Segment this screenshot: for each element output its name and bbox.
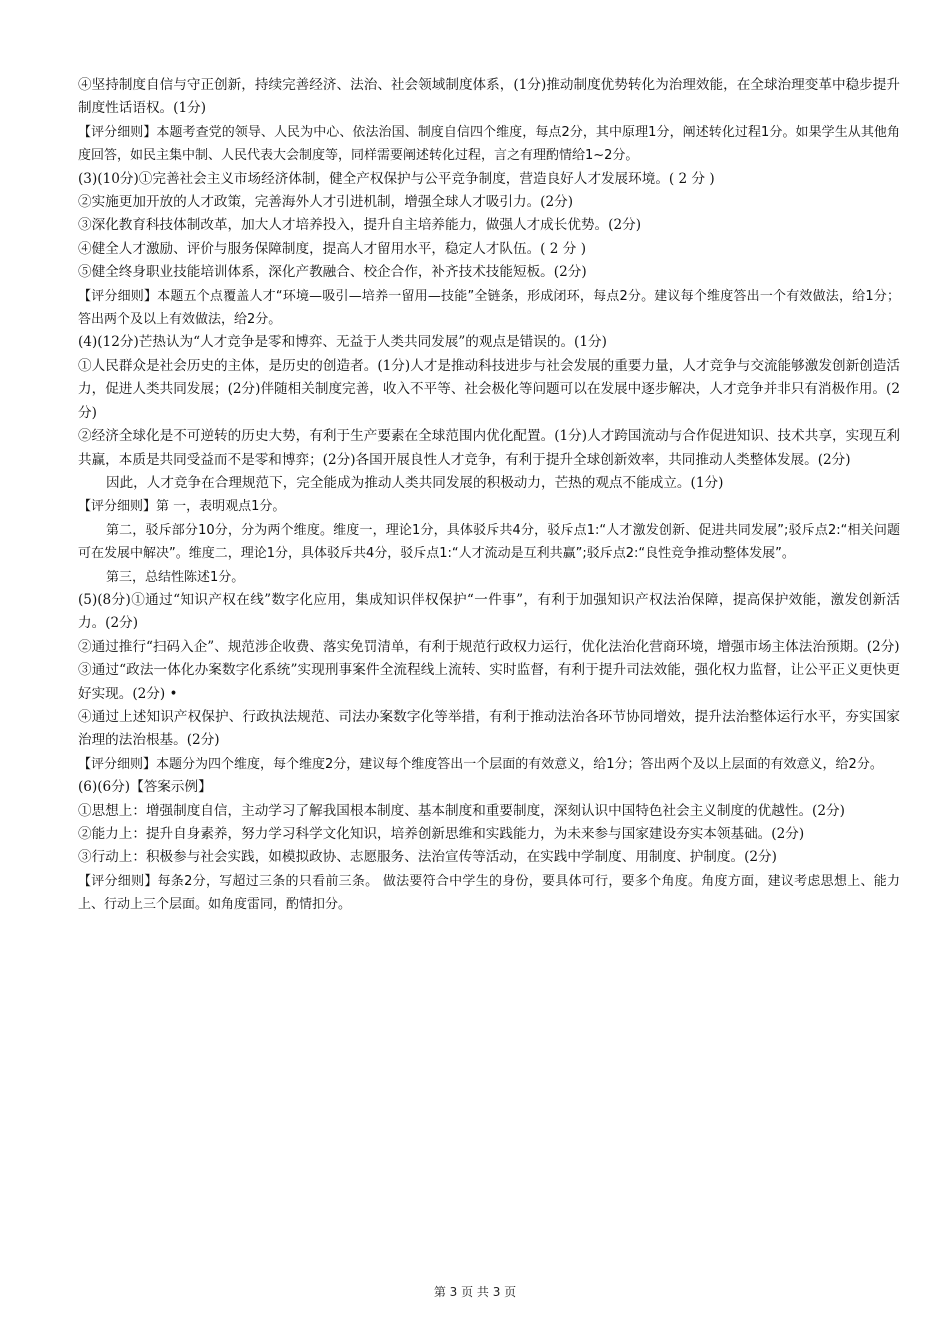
answer-paragraph: (6)(6分)【答案示例】: [78, 779, 212, 796]
conclusion-paragraph: 因此，人才竞争在合理规范下，完全能成为推动人类共同发展的积极动力，芒热的观点不能成立。(1分): [106, 474, 724, 491]
answer-paragraph: (3)(10分)①完善社会主义市场经济体制，健全产权保护与公平竞争制度，营造良好人才发展环境。( 2 分 ): [78, 170, 715, 187]
scoring-rule-paragraph: 【评分细则】第 一，表明观点1分。: [78, 499, 286, 515]
scoring-rule-paragraph: 【评分细则】本题五个点覆盖人才“环境—吸引—培养一留用—技能”全链条，形成闭环，每点2分。建议每个维度答出一个有效做法，给1分；答出两个及以上有效做法，给2分。: [78, 288, 900, 328]
scoring-rule-paragraph: 第三，总结性陈述1分。: [106, 569, 245, 585]
answer-paragraph: ④通过上述知识产权保护、行政执法规范、司法办案数字化等举措，有利于推动法治各环节协同增效，提升法治整体运行水平，夯实国家治理的法治根基。(2分): [78, 708, 900, 749]
answer-paragraph: ③通过“政法一体化办案数字化系统”实现刑事案件全流程线上流转、实时监督，有利于提升司法效能，强化权力监督，让公平正义更快更好实现。(2分) •: [78, 662, 900, 702]
answer-paragraph: ④健全人才激励、评价与服务保障制度，提高人才留用水平，稳定人才队伍。( 2 分 ): [78, 240, 586, 257]
answer-paragraph: ②经济全球化是不可逆转的历史大势，有利于生产要素在全球范围内优化配置。(1分)人才跨国流动与合作促进知识、技术共享，实现互利共赢，本质是共同受益而不是零和博弈；(2分)各国开展良性人才竞争，有利于提升全球创新效率，共同推动人类整体发展。(2分): [78, 428, 900, 468]
scoring-rule-paragraph: 第二，驳斥部分10分，分为两个维度。维度一，理论1分，具体驳斥共4分，驳斥点1:“人才激发创新、促进共同发展”;驳斥点2:“相关问题可在发展中解决”。维度二，理论1分，具体驳斥共4分，驳斥点1:“人才流动是互利共赢”;驳斥点2:“良性竞争推动整体发展”。: [78, 522, 900, 562]
answer-paragraph: (4)(12分)芒热认为“人才竞争是零和博弈、无益于人类共同发展”的观点是错误的。(1分): [78, 334, 607, 351]
answer-paragraph: ②能力上：提升自身素养，努力学习科学文化知识，培养创新思维和实践能力，为未来参与国家建设夯实本领基础。(2分): [78, 826, 805, 842]
answer-paragraph: ①思想上：增强制度自信，主动学习了解我国根本制度、基本制度和重要制度，深刻认识中国特色社会主义制度的优越性。(2分): [78, 802, 845, 819]
answer-paragraph: ②通过推行“扫码入企”、规范涉企收费、落实免罚清单，有利于规范行政权力运行，优化法治化营商环境，增强市场主体法治预期。(2分): [78, 638, 900, 655]
answer-paragraph: ③深化教育科技体制改革，加大人才培养投入，提升自主培养能力，做强人才成长优势。(2分): [78, 217, 642, 234]
answer-paragraph: ①人民群众是社会历史的主体，是历史的创造者。(1分)人才是推动科技进步与社会发展的重要力量，人才竞争与交流能够激发创新创造活力，促进人类共同发展；(2分)伴随相关制度完善，收入不平等、社会极化等问题可以在发展中逐步解决，人才竞争并非只有消极作用。(2分): [78, 357, 900, 421]
answer-key-body: [78, 74, 900, 917]
answer-paragraph: ③行动上：积极参与社会实践，如模拟政协、志愿服务、法治宣传等活动，在实践中学制度、用制度、护制度。(2分): [78, 849, 777, 866]
answer-paragraph: ②实施更加开放的人才政策，完善海外人才引进机制，增强全球人才吸引力。(2分): [78, 194, 574, 211]
answer-paragraph: ④坚持制度自信与守正创新，持续完善经济、法治、社会领域制度体系，(1分)推动制度优势转化为治理效能，在全球治理变革中稳步提升制度性话语权。(1分): [78, 77, 900, 117]
scoring-rule-paragraph: 【评分细则】本题考查党的领导、人民为中心、依法治国、制度自信四个维度，每点2分，其中原理1分，阐述转化过程1分。如果学生从其他角度回答，如民主集中制、人民代表大会制度等，同样需要阐述转化过程，言之有理酌情给1~2分。: [78, 124, 900, 164]
scoring-rule-paragraph: 【评分细则】本题分为四个维度，每个维度2分，建议每个维度答出一个层面的有效意义，给1分；答出两个及以上层面的有效意义，给2分。: [78, 756, 883, 772]
answer-paragraph: (5)(8分)①通过“知识产权在线”数字化应用，集成知识伴权保护“一件事”，有利于加强知识产权法治保障，提高保护效能，激发创新活力。(2分): [78, 591, 900, 632]
page-footer: 第 3 页 共 3 页: [433, 1285, 517, 1299]
scoring-rule-paragraph: 【评分细则】每条2分，写超过三条的只看前三条。 做法要符合中学生的身份，要具体可行，要多个角度。角度方面，建议考虑思想上、能力上、行动上三个层面。如角度雷同，酌情扣分。: [78, 873, 900, 913]
answer-paragraph: ⑤健全终身职业技能培训体系，深化产教融合、校企合作，补齐技术技能短板。(2分): [78, 264, 587, 281]
